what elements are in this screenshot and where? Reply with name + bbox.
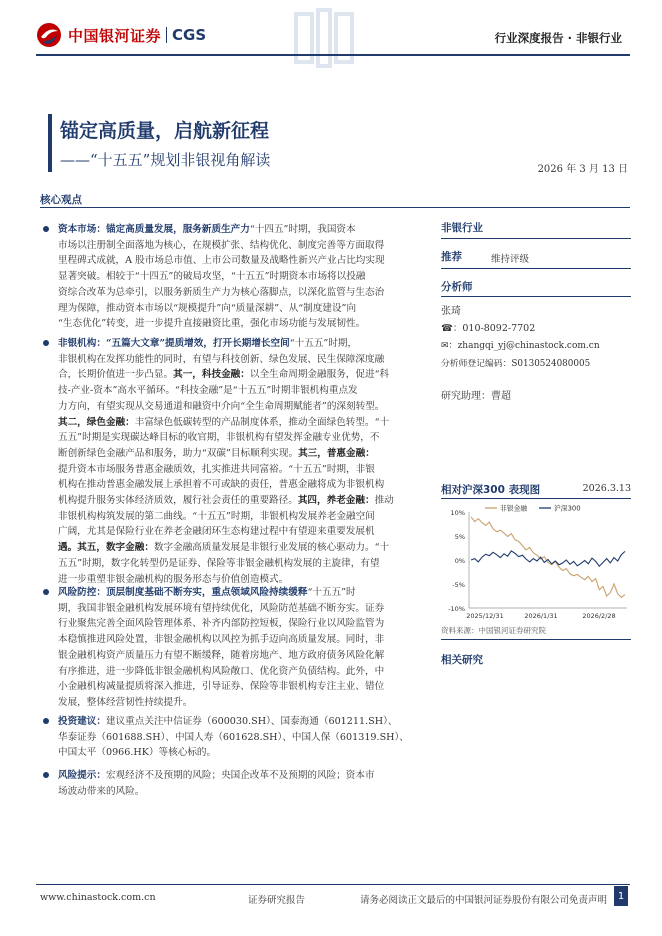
bullet-lead: 非银机构：“五篇大文章”提质增效，打开长期增长空间 (58, 338, 290, 349)
bullet-line (58, 352, 428, 368)
email-row: ✉：zhangqi_yj@chinastock.com.cn (441, 341, 600, 351)
bullet-line (58, 664, 428, 680)
bullet-text: “十五五”时期， (289, 338, 358, 349)
bullet-text: 里程碑式成就，A 股市场总市值、上市公司数量及战略性新兴产业占比均实现 (58, 255, 385, 267)
sector-label: 非银行业 (441, 222, 483, 234)
bullet-line (58, 285, 428, 301)
bullet-line (58, 399, 428, 415)
relative-performance-chart (441, 498, 631, 624)
bullet-line (58, 336, 428, 352)
bullet-body (58, 768, 428, 799)
bullet-text: 发展，整体经营韧性持续提升。 (58, 696, 193, 708)
report-type-label: 行业深度报告 · 非银行业 (494, 31, 622, 45)
related-research-label: 相关研究 (441, 654, 483, 666)
bullet-dot-icon (43, 718, 49, 724)
bullet-text: 非银机构在发挥功能性的同时，有望与科技创新、绿色发展、民生保障深度融 (58, 353, 385, 365)
bullet-nonbank-institutions (44, 336, 428, 587)
bullet-text: 机构提升服务实体经济质效，履行社会责任的重要路径。 (58, 495, 298, 507)
footer-website[interactable]: www.chinastock.com.cn (40, 892, 156, 903)
bullet-text: 资综合改革为总牵引，以服务新质生产力为核心落脚点，以深化监管与生态治 (58, 286, 385, 298)
bullet-line (58, 679, 428, 695)
series-line-0 (471, 517, 625, 598)
bullet-text: 本稳慎推进风险处置，非银金融机构以风控为抓手迈向高质量发展。同时，非 (58, 634, 385, 646)
bullet-line (58, 695, 428, 711)
analyst-registration: 分析师登记编码：S0130524080005 (441, 359, 591, 369)
bullet-line (58, 714, 428, 730)
bullet-line (58, 222, 428, 238)
bullet-text: 提升资本市场服务普惠金融质效，扎实推进共同富裕。“十五五”时期，非银 (58, 463, 375, 475)
logo-divider (166, 27, 167, 43)
bullet-line (58, 269, 428, 285)
core-view-divider (40, 207, 630, 208)
bullet-line (58, 316, 428, 332)
chart-source: 资料来源：中国银河证券研究院 (441, 626, 546, 635)
logo-text-cn: 中国银河证券 (68, 26, 162, 45)
bullet-text: 小金融机构减量提质将深入推进，引导证券、保险等非银机构专注主业、错位 (58, 681, 385, 693)
bullet-text: 宏观经济不及预期的风险；央国企改革不及预期的风险；资本市 (105, 770, 375, 781)
bullet-line (58, 648, 428, 664)
title-accent-bar (48, 114, 52, 172)
bullet-line (58, 745, 428, 761)
company-logo (36, 20, 206, 50)
bullet-line (58, 367, 428, 383)
bullet-lead: 投资建议： (58, 716, 106, 727)
bullet-text: 断创新绿色金融产品和服务，助力“双碳”目标顺利实现。 (58, 447, 299, 459)
bullet-text: 合，长期价值进一步凸显。 (58, 369, 174, 381)
logo-text-en: CGS (172, 26, 207, 44)
bullet-body (58, 714, 428, 761)
bullet-text: 遇。 (58, 542, 78, 554)
bullet-risk-warning (44, 768, 428, 799)
bullet-body (58, 222, 428, 332)
bullet-line (58, 493, 428, 509)
bullet-dot-icon (43, 772, 49, 778)
y-tick-label: -10% (448, 605, 465, 613)
rating-value: 维持评级 (491, 254, 530, 265)
bullet-line (58, 253, 428, 269)
phone-number: 010-8092-7702 (462, 323, 536, 334)
bullet-text: 中国太平（0966.HK）等核心标的。 (58, 747, 217, 759)
series-line-1 (471, 551, 625, 566)
bullet-text: 进一步重塑非银金融机构的服务形态与价值创造模式。 (58, 573, 289, 585)
bullet-keyword: 其二，绿色金融： (58, 416, 135, 428)
bullet-line (58, 524, 428, 540)
bullet-body (58, 585, 428, 711)
footer-disclaimer: 请务必阅读正文最后的中国银河证券股份有限公司免责声明 (360, 895, 608, 906)
bullet-line (58, 383, 428, 399)
legend-label: 非银金融 (500, 504, 528, 513)
bullet-text: 数字金融高质量发展是非银行业发展的核心驱动力。“十 (153, 542, 390, 554)
bullet-text: 有序推进，进一步降低非银金融机构风险敞口、优化资产负债结构。此外，中 (58, 665, 385, 677)
bullet-line (58, 632, 428, 648)
bullet-line (58, 616, 428, 632)
bullet-body (58, 336, 428, 587)
email-address[interactable]: zhangqi_yj@chinastock.com.cn (457, 341, 600, 351)
bullet-text: 期，我国非银金融机构发展环境有望持续优化，风险防范基础不断夯实。证券 (58, 602, 385, 614)
footer-report-label: 证券研究报告 (248, 895, 306, 906)
x-tick-label: 2026/2/28 (582, 612, 616, 620)
bullet-keyword: 其四，养老金融： (297, 495, 375, 507)
bullet-line (58, 430, 428, 446)
bullet-text: “生态优化”转变，进一步提升直接融资比重，强化市场功能与发展韧性。 (58, 318, 366, 330)
bullet-text: 推动 (374, 495, 394, 507)
bullet-line (58, 768, 428, 784)
x-tick-label: 2025/12/31 (466, 612, 504, 620)
y-tick-label: 5% (454, 533, 465, 541)
report-subtitle: ——“十五五”规划非银视角解读 (60, 151, 271, 169)
bullet-text: 广阔，尤其是保险行业在养老金融闭环生态构建过程中有望迎来重要发展机 (58, 526, 375, 538)
bullet-lead: 风险提示： (58, 770, 106, 781)
core-view-heading: 核心观点 (40, 194, 82, 206)
bullet-line (58, 730, 428, 746)
watermark-emblem-icon (290, 6, 358, 70)
bullet-dot-icon (43, 226, 49, 232)
report-date: 2026 年 3 月 13 日 (537, 164, 628, 175)
bullet-text: 场波动带来的风险。 (58, 785, 145, 797)
header-divider (36, 54, 630, 56)
bullet-keyword: 其五，数字金融： (77, 542, 154, 554)
rating-label: 推荐 (441, 251, 462, 263)
email-icon: ✉ (441, 341, 449, 351)
bullet-text: 建议重点关注中信证券（600030.SH）、国泰海通（601211.SH）、 (105, 716, 398, 727)
bullet-line (58, 556, 428, 572)
bullet-line (58, 601, 428, 617)
phone-icon: ☎ (441, 323, 453, 334)
page-number: 1 (614, 886, 628, 906)
rating-divider (441, 268, 631, 269)
legend-label: 沪深300 (554, 504, 581, 513)
analyst-divider (441, 296, 631, 297)
bullet-line (58, 540, 428, 556)
chart-date: 2026.3.13 (582, 483, 631, 494)
bullet-lead: 风险防控：顶层制度基础不断夯实，重点领域风险持续缓释 (58, 587, 308, 598)
bullet-investment-advice (44, 714, 428, 761)
bullet-line (58, 477, 428, 493)
bullet-capital-market (44, 222, 428, 332)
bullet-text: 银金融机构资产质量压力有望不断缓释，随着房地产、地方政府债务风险化解 (58, 649, 385, 661)
bullet-text: 五五”时期，数字化转型仍是证券、保险等非银金融机构发展的主旋律，有望 (58, 557, 380, 569)
bullet-line (58, 301, 428, 317)
y-tick-label: 10% (450, 509, 465, 517)
report-title: 锚定高质量，启航新征程 (60, 120, 270, 142)
chart-bottom-divider (441, 639, 631, 640)
bullet-dot-icon (43, 589, 49, 595)
y-tick-label: 0% (454, 557, 465, 565)
bullet-text: 机构在推动普惠金融发展上承担着不可或缺的责任，普惠金融将成为非银机构 (58, 479, 385, 491)
bullet-text: 市场以注册制全面落地为核心，在规模扩张、结构优化、制度完善等方面取得 (58, 239, 385, 251)
footer-divider (36, 884, 630, 885)
bullet-text: 力方向，有望实现从交易通道和融资中介向“全生命周期赋能者”的深刻转型。 (58, 400, 385, 412)
bullet-text: 以全生命周期金融服务，促进“科 (249, 369, 390, 381)
cgs-logo-icon (36, 22, 62, 48)
bullet-line (58, 585, 428, 601)
bullet-dot-icon (43, 340, 49, 346)
x-tick-label: 2026/1/31 (524, 612, 558, 620)
bullet-text: 技-产业-资本”高水平循环。“科技金融”是“十五五”时期非银机构重点发 (58, 385, 358, 397)
bullet-keyword: 其三，普惠金融： (298, 447, 375, 459)
bullet-line (58, 509, 428, 525)
analyst-label: 分析师 (441, 281, 473, 293)
chart-label: 相对沪深300 表现图 (441, 484, 541, 496)
bullet-line (58, 784, 428, 800)
bullet-text: 五五”时期是实现碳达峰目标的收官期，非银机构有望发挥金融专业优势，不 (58, 432, 380, 444)
bullet-risk-control (44, 585, 428, 711)
bullet-line (58, 446, 428, 462)
bullet-text: “十四五”时期，我国资本 (249, 224, 356, 235)
phone-row: ☎：010-8092-7702 (441, 323, 536, 334)
bullet-text: 非银机构构筑发展的第二曲线。“十五五”时期，非银机构发展养老金融空间 (58, 510, 375, 522)
bullet-text: 理为保障，推动资本市场以“规模提升”向“质量深耕”、从“制度建设”向 (58, 302, 357, 314)
bullet-text: “十五五”时 (307, 587, 356, 598)
bullet-text: 显著突破。相较于“十四五”的破局攻坚，“十五五”时期资本市场将以投融 (58, 271, 366, 283)
bullet-text: 华泰证券（601688.SH）、中国人寿（601628.SH）、中国人保（601319.SH）、 (58, 731, 409, 743)
research-assistant: 研究助理：曹超 (441, 391, 511, 402)
bullet-keyword: 其一，科技金融： (173, 369, 250, 381)
sector-divider (441, 238, 631, 239)
y-tick-label: -5% (452, 581, 465, 589)
bullet-line (58, 415, 428, 431)
bullet-line (58, 462, 428, 478)
bullet-text: 行业聚焦完善全面风险管理体系、补齐内部防控短板，保险行业以风险监管为 (58, 618, 385, 630)
analyst-name: 张琦 (441, 306, 461, 317)
bullet-lead: 资本市场：锚定高质量发展，服务新质生产力 (58, 224, 250, 235)
bullet-line (58, 238, 428, 254)
bullet-text: 丰富绿色低碳转型的产品制度体系，推动全面绿色转型。“十 (134, 416, 390, 428)
